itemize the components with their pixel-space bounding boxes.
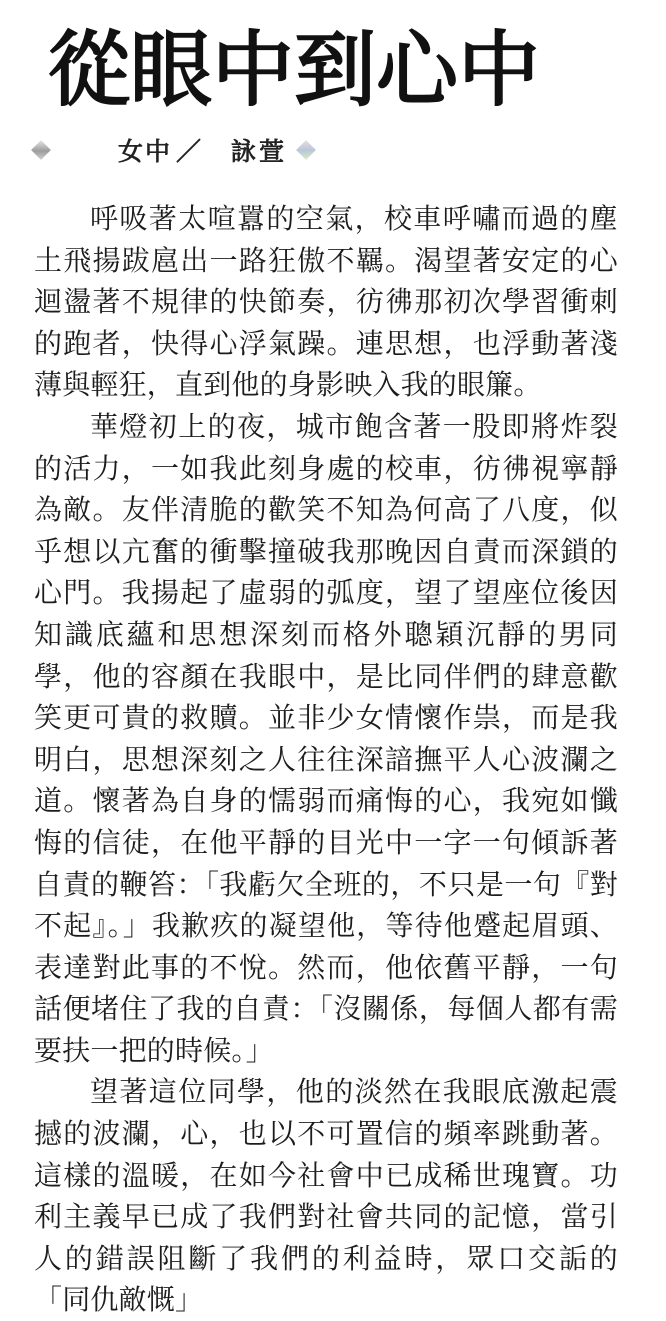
author-name: 詠萱 xyxy=(231,137,288,166)
right-diamond-icon xyxy=(296,140,316,160)
paragraph-2: 華燈初上的夜，城市飽含著一股即將炸裂的活力，一如我此刻身處的校車，彷彿視寧靜為敵。友伴清脆的歡笑不知為何高了八度，似乎想以亢奮的衝擊撞破我那晚因自責而深鎖的心門。我揚起了虛弱的弧度，望了望座位後因知識底蘊和思想深刻而格外聰穎沉靜的男同學，他的容顏在我眼中，是比同伴們的肆意歡笑更可貴的救贖。並非少女情懷作祟，而是我明白，思想深刻之人往往深諳撫平人心波瀾之道。懷著為自身的懦弱而痛悔的心，我宛如懺悔的信徒，在他平靜的目光中一字一句傾訴著自責的鞭笞：「我虧欠全班的，不只是一句『對不起』。」我歉疚的凝望他，等待他蹙起眉頭、表達對此事的不悅。然而，他依舊平靜，一句話便堵住了我的自責：「沒關係，每個人都有需要扶一把的時候。」 xyxy=(34,409,618,1067)
article-title: 從眼中到心中 xyxy=(48,22,541,118)
byline xyxy=(34,132,313,168)
paragraph-1: 呼吸著太喧囂的空氣，校車呼嘯而過的塵土飛揚跋扈出一路狂傲不羈。渴望著安定的心迴盪著不規律的快節奏，彷彿那初次學習衝刺的跑者，快得心浮氣躁。連思想，也浮動著淺薄與輕狂，直到他的身影映入我的眼簾。 xyxy=(34,202,618,402)
author-school: 女中 xyxy=(118,137,173,166)
paragraph-3: 望著這位同學，他的淡然在我眼底激起震撼的波瀾，心，也以不可置信的頻率跳動著。這樣的溫暖，在如今社會中已成稀世瑰寶。功利主義早已成了我們對社會共同的記憶，當引人的錯誤阻斷了我們的利益時，眾口交詬的「同仇敵慨」 xyxy=(34,1075,618,1317)
left-diamond-icon xyxy=(31,140,51,160)
article-body xyxy=(34,198,618,1321)
byline-slash: ／ xyxy=(176,137,202,166)
